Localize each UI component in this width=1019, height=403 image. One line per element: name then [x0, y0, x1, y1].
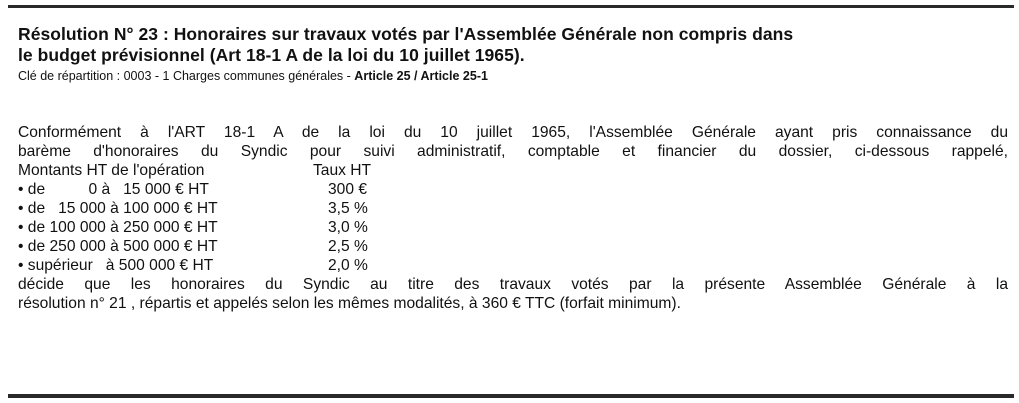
rate-column-header: Taux HT: [313, 162, 372, 179]
fee-tier-label: • de 100 000 à 250 000 € HT: [18, 219, 218, 236]
fee-tier-rate: 2,0 %: [328, 257, 368, 274]
resolution-title-line-2: le budget prévisionnel (Art 18-1 A de la loi du 10 juillet 1965).: [18, 45, 525, 65]
amounts-column-header: Montants HT de l'opération: [18, 162, 205, 179]
top-rule: [8, 5, 1014, 8]
fee-tier-label: • de 0 à 15 000 € HT: [18, 181, 209, 198]
intro-line-2: barème d'honoraires du Syndic pour suivi administratif, comptable et financier du dossier, ci-dessous rappelé,: [18, 143, 1008, 160]
fee-tier-label: • de 250 000 à 500 000 € HT: [18, 238, 218, 255]
fee-tier-rate: 3,5 %: [328, 200, 368, 217]
decision-line-2: résolution n° 21 , répartis et appelés selon les mêmes modalités, à 360 € TTC (forfait minimum).: [18, 295, 681, 312]
resolution-title-line-1: Résolution N° 23 : Honoraires sur travaux votés par l'Assemblée Générale non compris dans: [18, 24, 794, 44]
fee-tier-label: • supérieur à 500 000 € HT: [18, 257, 214, 274]
allocation-key: [18, 68, 488, 84]
allocation-key-articles: Article 25 / Article 25-1: [354, 69, 488, 83]
fee-tier-rate: 3,0 %: [328, 219, 368, 236]
fee-tier-rate: 2,5 %: [328, 238, 368, 255]
bottom-rule: [8, 394, 1014, 398]
fee-tier-label: • de 15 000 à 100 000 € HT: [18, 200, 218, 217]
resolution-title: [18, 24, 978, 66]
fee-tier-rate: 300 €: [328, 181, 368, 198]
decision-line-1: décide que les honoraires du Syndic au titre des travaux votés par la présente Assemblée Générale à la: [18, 276, 1008, 293]
allocation-key-label: Clé de répartition : 0003 - 1 Charges communes générales -: [18, 69, 355, 83]
intro-line-1: Conformément à l'ART 18-1 A de la loi du 10 juillet 1965, l'Assemblée Générale ayant pris connaissance du: [18, 124, 1008, 141]
